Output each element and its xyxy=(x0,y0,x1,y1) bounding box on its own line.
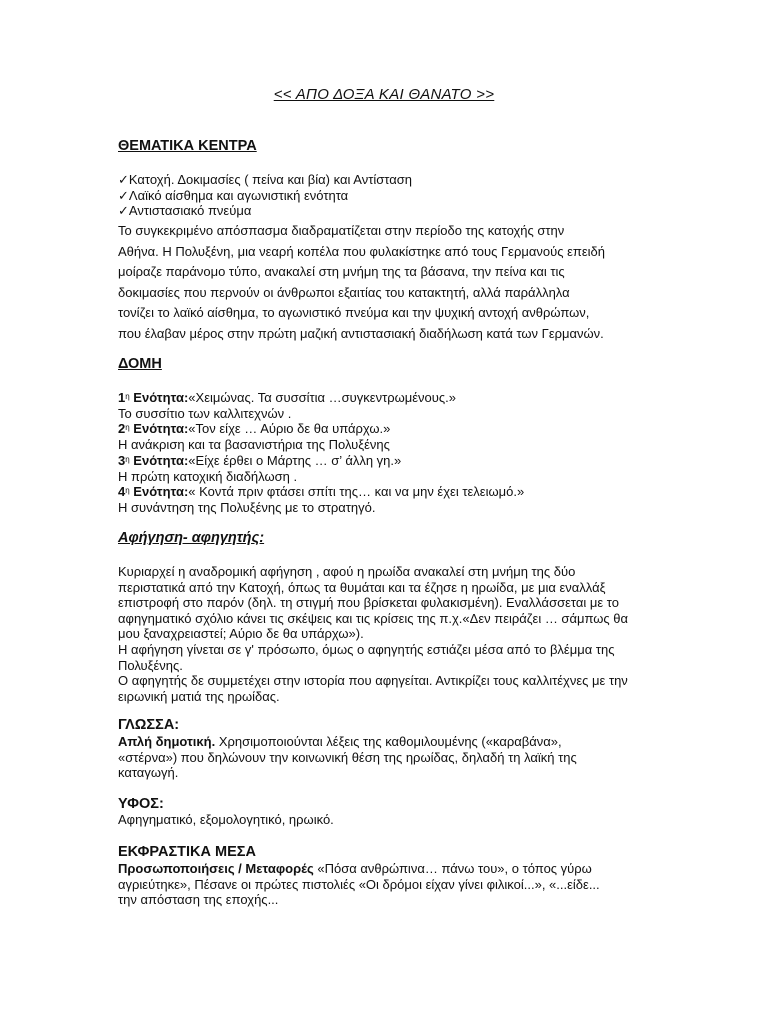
language-line: «στέρνα») που δηλώνουν την κοινωνική θέση της ηρωίδας, δηλαδή τη λαϊκή της xyxy=(118,749,577,765)
paragraph-line: τονίζει το λαϊκό αίσθημα, το αγωνιστικό πνεύμα και την ψυχική αντοχή ανθρώπων, xyxy=(118,305,590,320)
devices-bold: Προσωποποιήσεις / Μεταφορές xyxy=(118,861,314,876)
themes-paragraph xyxy=(118,221,658,344)
unit-ordinal: η xyxy=(125,423,130,433)
narration-line: Η αφήγηση γίνεται σε γ' πρόσωπο, όμως ο αφηγητής εστιάζει μέσα από το βλέμμα της xyxy=(118,641,615,657)
unit-number: 1 xyxy=(118,390,126,405)
unit-title xyxy=(118,390,524,406)
unit-number: 4 xyxy=(118,484,126,500)
language-rest: Χρησιμοποιούνται λέξεις της καθομιλουμένης («καραβάνα», xyxy=(215,734,562,749)
style-heading: ΥΦΟΣ: xyxy=(118,796,164,812)
theme-item: ✓ Αντιστασιακό πνεύμα xyxy=(118,203,412,219)
paragraph-line: δοκιμασίες που περνούν οι άνθρωποι εξαιτίας του κατακτητή, αλλά παράλληλα xyxy=(118,284,570,300)
unit-title xyxy=(118,484,524,500)
style-text xyxy=(118,812,334,828)
structure-units xyxy=(118,390,524,516)
devices-text xyxy=(118,861,643,908)
unit-description: Η πρώτη κατοχική διαδήλωση . xyxy=(118,468,298,484)
paragraph-line: Αθήνα. Η Πολυξένη, μια νεαρή κοπέλα που φυλακίστηκε από τους Γερμανούς επειδή xyxy=(118,243,606,259)
unit-label: Ενότητα: xyxy=(129,484,189,500)
devices-line: αγριεύτηκε», Πέσανε οι πρώτες πιστολιές «Οι δρόμοι είχαν γίνει φιλικοί...», «...είδε... xyxy=(118,876,600,892)
unit-ordinal: η xyxy=(125,392,130,401)
paragraph-line: μοίραζε παράνομο τύπο, ανακαλεί στη μνήμη της τα βάσανα, την πείνα και τις xyxy=(118,264,565,279)
narration-line: Ο αφηγητής δε συμμετέχει στην ιστορία που αφηγείται. Αντικρίζει τους καλλιτέχνες με την xyxy=(118,673,628,689)
narration-line: περιστατικά από την Κατοχή, όπως τα θυμάται και τα έζησε η ηρωίδα, με μια εναλλάξ xyxy=(118,579,606,595)
paragraph-line: που έλαβαν μέρος στην πρώτη μαζική αντιστασιακή διαδήλωση κατά των Γερμανών. xyxy=(118,325,604,341)
style-line: Αφηγηματικό, εξομολογητικό, ηρωικό. xyxy=(118,812,334,827)
language-text xyxy=(118,734,643,781)
paragraph-line: Το συγκεκριμένο απόσπασμα διαδραματίζεται στην περίοδο της κατοχής στην xyxy=(118,223,565,238)
unit-ordinal: η xyxy=(125,486,130,496)
structure-heading: ΔΟΜΗ xyxy=(118,356,162,372)
unit-label: Ενότητα: xyxy=(129,390,189,405)
unit-quote: «Είχε έρθει ο Μάρτης … σ’ άλλη γη.» xyxy=(188,452,402,468)
themes-heading: ΘΕΜΑΤΙΚΑ ΚΕΝΤΡΑ xyxy=(118,138,257,154)
devices-line: την απόσταση της εποχής... xyxy=(118,892,279,908)
document-title: << ΑΠΟ ΔΟΞΑ ΚΑΙ ΘΑΝΑΤΟ >> xyxy=(273,86,495,103)
narration-line: Πολυξένης. xyxy=(118,657,183,673)
unit-number: 3 xyxy=(118,452,126,468)
unit-ordinal: η xyxy=(125,454,130,464)
themes-list xyxy=(118,172,412,219)
narration-heading: Αφήγηση- αφηγητής: xyxy=(118,530,265,546)
language-line: καταγωγή. xyxy=(118,765,179,781)
unit-title xyxy=(118,453,524,469)
unit-description: Η συνάντηση της Πολυξένης με το στρατηγό. xyxy=(118,499,376,515)
devices-line xyxy=(118,861,643,877)
unit-label: Ενότητα: xyxy=(129,452,189,468)
unit-title xyxy=(118,421,524,437)
unit-quote: «Χειμώνας. Τα συσσίτια …συγκεντρωμένους.» xyxy=(188,390,456,405)
unit-number: 2 xyxy=(118,421,126,437)
devices-rest: «Πόσα ανθρώπινα… πάνω του», ο τόπος γύρω xyxy=(313,861,592,876)
narration-line: Κυριαρχεί η αναδρομική αφήγηση , αφού η ηρωίδα ανακαλεί στη μνήμη της δύο xyxy=(118,564,576,579)
theme-item: ✓ Κατοχή. Δοκιμασίες ( πείνα και βία) και Αντίσταση xyxy=(118,172,412,188)
unit-quote: «Τον είχε … Αύριο δε θα υπάρχω.» xyxy=(188,421,391,437)
unit-description: Το συσσίτιο των καλλιτεχνών . xyxy=(118,405,292,421)
unit-description: Η ανάκριση και τα βασανιστήρια της Πολυξένης xyxy=(118,437,390,453)
narration-line: επιστροφή στο παρόν (δηλ. τη στιγμή που βρίσκεται φυλακισμένη). Εναλλάσσεται με το xyxy=(118,595,619,611)
narration-line: μου ξαναχρειαστεί; Αύριο δε θα υπάρχω»). xyxy=(118,626,364,642)
unit-label: Ενότητα: xyxy=(129,421,189,437)
theme-item: ✓ Λαϊκό αίσθημα και αγωνιστική ενότητα xyxy=(118,188,412,204)
language-line xyxy=(118,734,643,750)
narration-text xyxy=(118,564,643,704)
language-heading: ΓΛΩΣΣΑ: xyxy=(118,717,180,733)
narration-line: ειρωνική ματιά της ηρωίδας. xyxy=(118,688,280,704)
devices-heading: ΕΚΦΡΑΣΤΙΚΑ ΜΕΣΑ xyxy=(118,844,256,860)
unit-quote: « Κοντά πριν φτάσει σπίτι της… και να μην έχει τελειωμό.» xyxy=(188,484,525,500)
language-bold: Απλή δημοτική. xyxy=(118,734,216,749)
narration-line: αφηγηματικό σχόλιο κάνει τις σκέψεις και τις κρίσεις της π.χ.«Δεν πειράζει … σάμπως θα xyxy=(118,610,629,626)
